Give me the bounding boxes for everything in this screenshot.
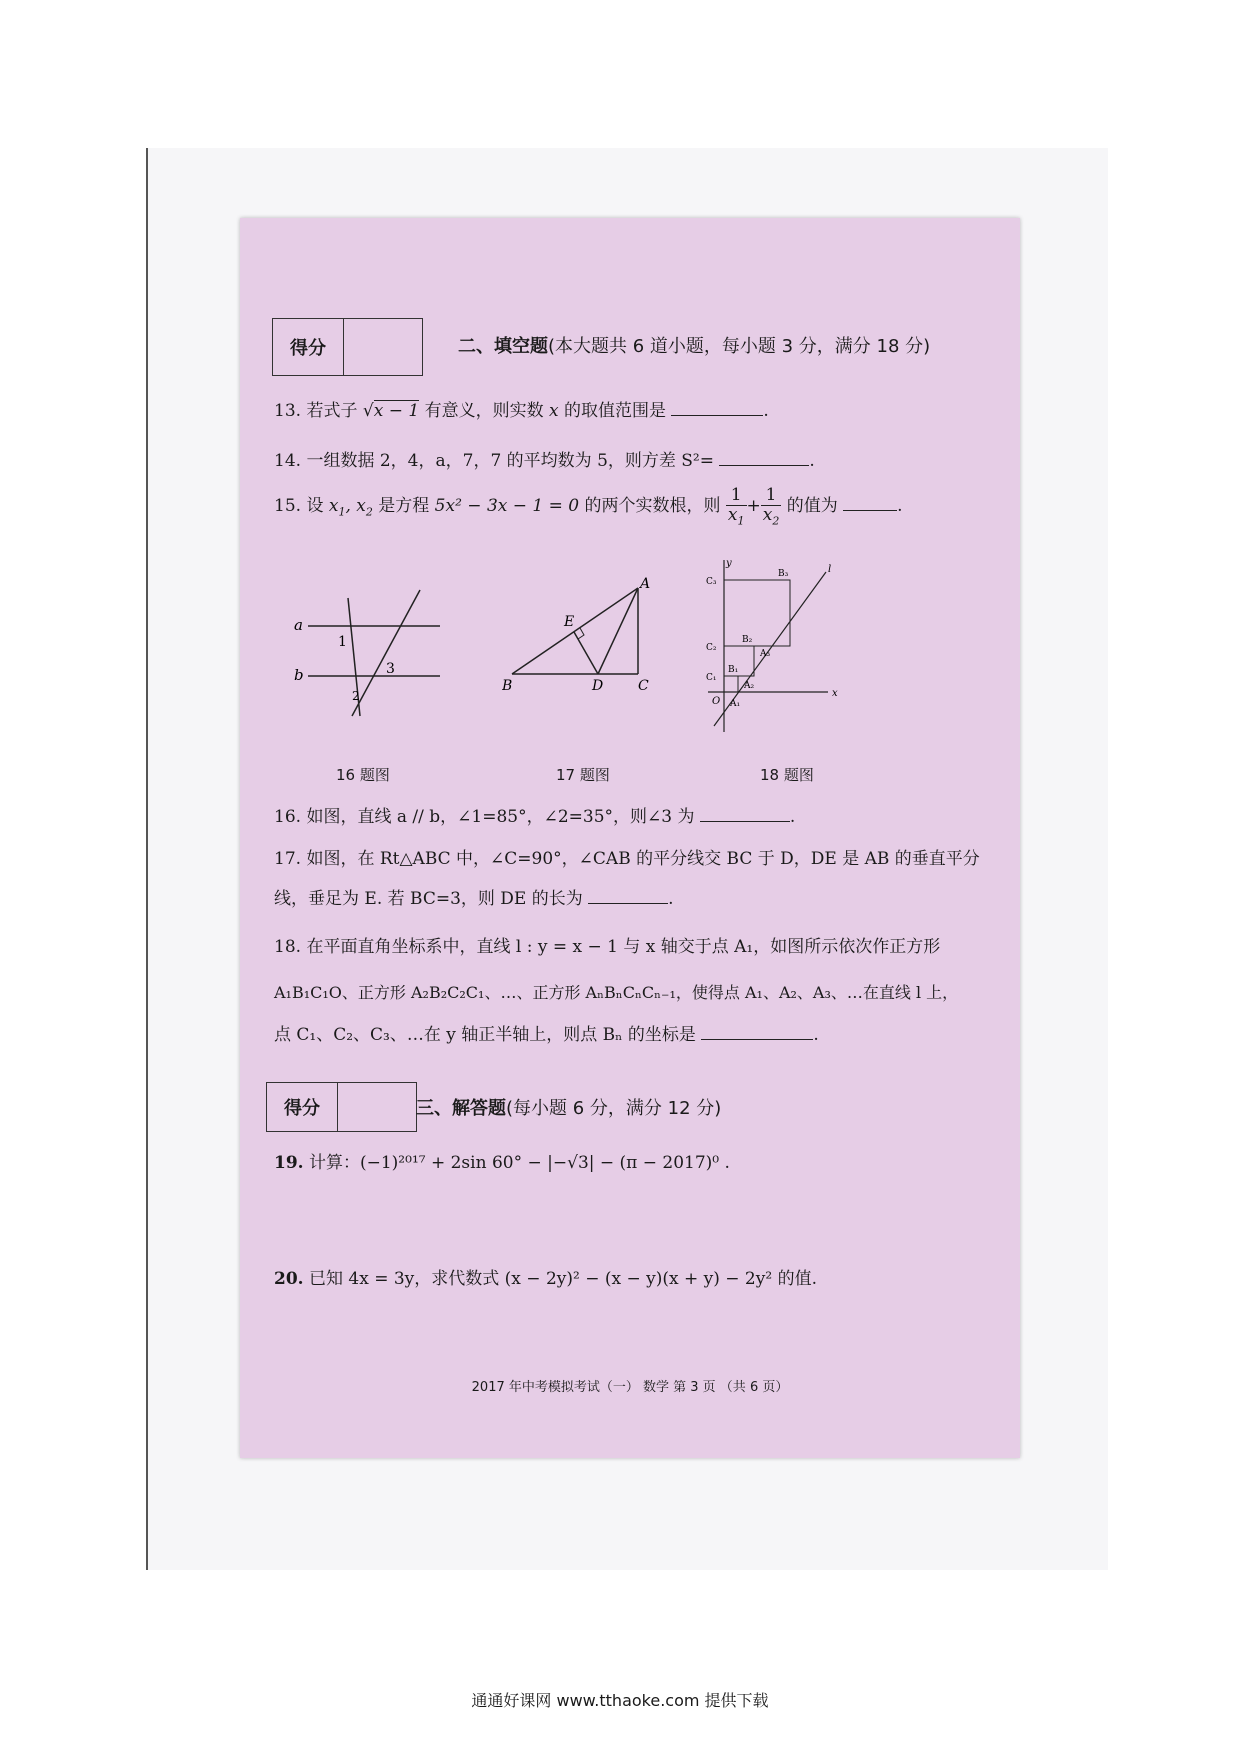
q16-number: 16. bbox=[274, 807, 302, 827]
q17-line2: 线，垂足为 E. 若 BC=3，则 DE 的长为 bbox=[274, 889, 583, 909]
fig18-label-l: l bbox=[828, 564, 832, 575]
score-blank[interactable] bbox=[338, 1083, 416, 1131]
fig16-label-b: b bbox=[294, 666, 304, 684]
section3-desc: (每小题 6 分，满分 12 分) bbox=[506, 1098, 722, 1119]
page-footer: 2017 年中考模拟考试（一） 数学 第 3 页 （共 6 页） bbox=[471, 1380, 789, 1395]
q15-text-tail: 的值为 bbox=[786, 496, 838, 517]
score-box-section2 bbox=[272, 318, 423, 376]
answer-blank-18[interactable] bbox=[701, 1023, 813, 1040]
fig17-label-D: D bbox=[592, 678, 604, 694]
caption-16: 16 题图 bbox=[336, 766, 390, 784]
q13-number: 13. bbox=[274, 401, 302, 421]
q15-number: 15. bbox=[274, 496, 302, 517]
fig18-label-A1: A₁ bbox=[730, 699, 741, 709]
q17-number: 17. bbox=[274, 849, 302, 869]
fig18-label-A3: A₃ bbox=[760, 649, 771, 659]
fig18-label-y: y bbox=[726, 558, 732, 569]
fig18-label-C1: C₁ bbox=[706, 673, 717, 683]
score-box-section3 bbox=[266, 1082, 417, 1132]
fig18-label-C2: C₂ bbox=[706, 643, 717, 653]
right-angle-E bbox=[578, 628, 584, 639]
q17-line1: 如图，在 Rt△ABC 中，∠C=90°，∠CAB 的平分线交 BC 于 D，DE 是 AB 的垂直平分 bbox=[306, 849, 980, 869]
q18-line2: A₁B₁C₁O、正方形 A₂B₂C₂C₁、…、正方形 AₙBₙCₙCₙ₋₁，使得点 A₁、A₂、A₃、…在直线 l 上， bbox=[274, 983, 959, 1002]
q18-line1: 在平面直角坐标系中，直线 l : y = x − 1 与 x 轴交于点 A₁，如图所示依次作正方形 bbox=[306, 937, 941, 957]
question-19 bbox=[274, 1148, 730, 1173]
question-15: 15. 设 $x_1$, $x_2$ 是方程 5x² − 3x − 1 = 0 的两个实数根，则 $\frac{1}{x_1}$ + $\frac{1}{x_2}$ 的值为 . bbox=[274, 485, 903, 528]
fig17-label-A: A bbox=[640, 576, 651, 592]
question-18 bbox=[274, 932, 940, 957]
fig18-label-B1: B₁ bbox=[728, 665, 739, 675]
q15-roots: $x_1$, $x_2$ bbox=[328, 496, 373, 519]
answer-blank-17[interactable] bbox=[588, 887, 668, 904]
question-17 bbox=[274, 844, 980, 869]
q13-var: x bbox=[548, 401, 559, 421]
section2-desc: (本大题共 6 道小题，每小题 3 分，满分 18 分) bbox=[548, 336, 931, 357]
answer-blank-15[interactable] bbox=[843, 494, 897, 511]
q13-text-pre: 若式子 bbox=[306, 401, 358, 421]
caption-18: 18 题图 bbox=[760, 766, 814, 784]
score-label: 得分 bbox=[273, 319, 344, 375]
answer-blank-13[interactable] bbox=[671, 399, 763, 416]
q20-text: 已知 4x = 3y，求代数式 (x − 2y)² − (x − y)(x + y) − 2y² 的值. bbox=[308, 1269, 817, 1289]
figure-16 bbox=[290, 578, 440, 718]
question-17-cont: 线，垂足为 E. 若 BC=3，则 DE 的长为 . bbox=[274, 889, 674, 909]
q20-number: 20. bbox=[274, 1269, 304, 1289]
fig16-label-a: a bbox=[294, 616, 303, 634]
fraction-1-over-x2: $\frac{1}{x_2}$ bbox=[762, 485, 780, 528]
q18-number: 18. bbox=[274, 937, 302, 957]
question-18-cont2: 点 C₁、C₂、C₃、…在 y 轴正半轴上，则点 Bₙ 的坐标是 . bbox=[274, 1025, 819, 1045]
q13-text-tail: 的取值范围是 bbox=[563, 401, 666, 421]
fig17-label-E: E bbox=[564, 614, 575, 630]
fig18-label-x: x bbox=[832, 688, 838, 699]
q13-text-post: 有意义，则实数 bbox=[424, 401, 544, 421]
segment-DE bbox=[574, 632, 598, 674]
fig17-label-C: C bbox=[638, 678, 649, 694]
question-14: 14. 一组数据 2，4，a，7，7 的平均数为 5，则方差 S²= . bbox=[274, 451, 815, 471]
fig18-label-A2: A₂ bbox=[744, 681, 755, 691]
fig16-angle-2: 2 bbox=[352, 689, 360, 703]
square-1 bbox=[724, 676, 738, 692]
site-footer: 通通好课网 www.tthaoke.com 提供下载 bbox=[471, 1691, 769, 1710]
section2-heading: 二、填空题 bbox=[458, 336, 548, 357]
segment-AB bbox=[512, 588, 638, 674]
q16-text: 如图，直线 a // b，∠1=85°，∠2=35°，则∠3 为 bbox=[306, 807, 695, 827]
figure-18 bbox=[704, 556, 844, 734]
q15-text-mid: 是方程 bbox=[378, 496, 430, 517]
sqrt-expression: √x − 1 bbox=[362, 401, 420, 421]
q19-number: 19. bbox=[274, 1153, 304, 1173]
fig16-angle-1: 1 bbox=[338, 634, 347, 650]
figure-17 bbox=[502, 574, 662, 694]
q14-number: 14. bbox=[274, 451, 302, 471]
q15-text-mid2: 的两个实数根，则 bbox=[584, 496, 721, 517]
fig18-label-C3: C₃ bbox=[706, 577, 717, 587]
fraction-1-over-x1: $\frac{1}{x_1}$ bbox=[727, 485, 745, 528]
question-18-cont1 bbox=[274, 980, 958, 1003]
transversal-2 bbox=[352, 590, 420, 716]
section3-title bbox=[416, 1094, 721, 1120]
section3-heading: 三、解答题 bbox=[416, 1098, 506, 1119]
question-13: 13. 若式子 √x − 1 有意义，则实数 x 的取值范围是 . bbox=[274, 401, 769, 421]
q15-text-pre: 设 bbox=[306, 496, 324, 517]
q18-line3: 点 C₁、C₂、C₃、…在 y 轴正半轴上，则点 Bₙ 的坐标是 bbox=[274, 1025, 696, 1045]
score-label: 得分 bbox=[267, 1083, 338, 1131]
section2-title bbox=[458, 332, 930, 358]
q15-equation: 5x² − 3x − 1 = 0 bbox=[434, 496, 580, 517]
exam-sheet bbox=[240, 218, 1020, 1458]
score-blank[interactable] bbox=[344, 319, 422, 375]
q19-text: 计算：(−1)²⁰¹⁷ + 2sin 60° − |−√3| − (π − 2017)⁰ . bbox=[308, 1153, 730, 1173]
answer-blank-16[interactable] bbox=[700, 805, 790, 822]
fig18-label-B2: B₂ bbox=[742, 635, 753, 645]
question-16: 16. 如图，直线 a // b，∠1=85°，∠2=35°，则∠3 为 . bbox=[274, 807, 796, 827]
answer-blank-14[interactable] bbox=[719, 449, 809, 466]
fig18-label-B3: B₃ bbox=[778, 569, 789, 579]
question-20 bbox=[274, 1264, 817, 1289]
fig16-angle-3: 3 bbox=[386, 661, 395, 677]
fig17-label-B: B bbox=[502, 678, 513, 694]
q14-text: 一组数据 2，4，a，7，7 的平均数为 5，则方差 S²= bbox=[306, 451, 714, 471]
caption-17: 17 题图 bbox=[556, 766, 610, 784]
fig18-label-O: O bbox=[712, 696, 721, 707]
